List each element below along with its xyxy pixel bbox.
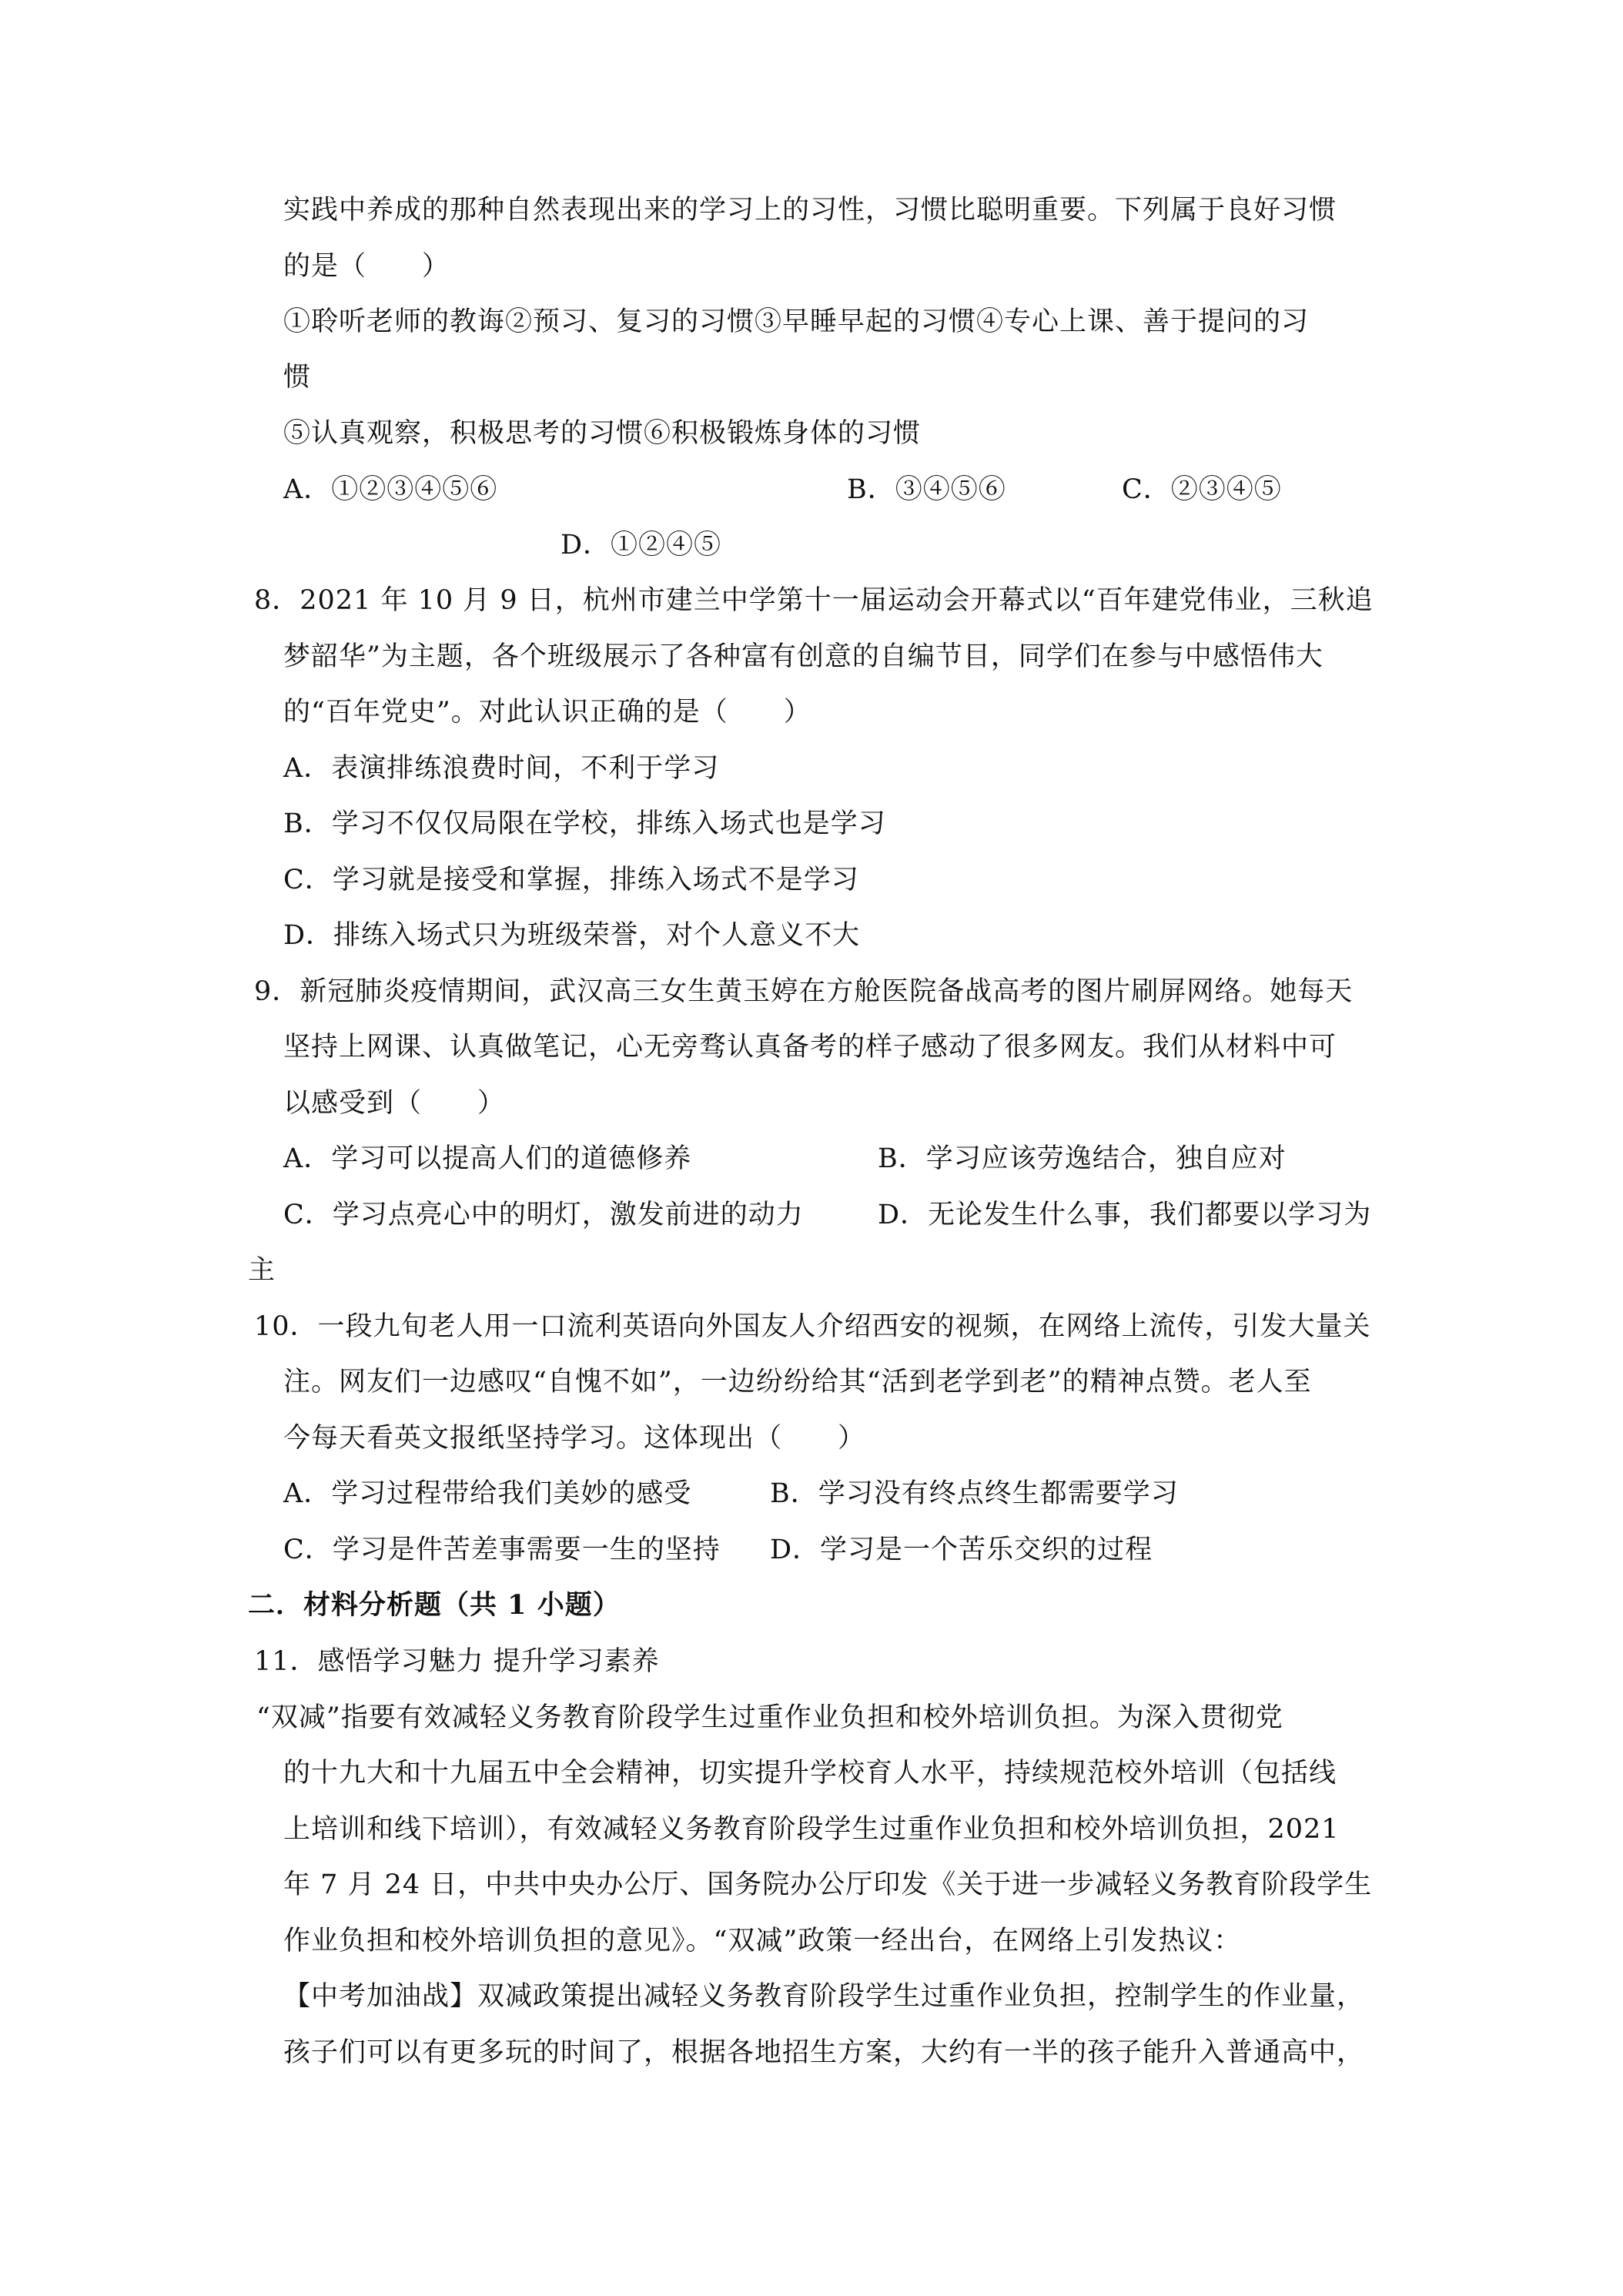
q10-stem-line2: 注。网友们一边感叹“自愧不如”，一边纷纷给其“活到老学到老”的精神点赞。老人至 <box>283 1367 1312 1397</box>
q10-option-b: B．学习没有终点终生都需要学习 <box>770 1478 1179 1509</box>
q7-items-line1: ①聆听老师的教诲②预习、复习的习惯③早睡早起的习惯④专心上课、善于提问的习 <box>283 306 1310 337</box>
q10-option-d: D．学习是一个苦乐交织的过程 <box>770 1535 1153 1565</box>
q7-stem-line1: 实践中养成的那种自然表现出来的学习上的习性，习惯比聪明重要。下列属于良好习惯 <box>283 195 1337 226</box>
q8-stem-line1: 8．2021 年 10 月 9 日，杭州市建兰中学第十一届运动会开幕式以“百年建党伟业，三秋追 <box>254 585 1374 616</box>
q10-option-c: C．学习是件苦差事需要一生的坚持 <box>283 1535 721 1565</box>
q9-stem-line2: 坚持上网课、认真做笔记，心无旁骛认真备考的样子感动了很多网友。我们从材料中可 <box>283 1032 1337 1063</box>
q9-option-c: C．学习点亮心中的明灯，激发前进的动力 <box>283 1200 804 1230</box>
q9-stem-line3: 以感受到（ ） <box>283 1088 506 1119</box>
q11-paragraph2-line2: 孩子们可以有更多玩的时间了，根据各地招生方案，大约有一半的孩子能升入普通高中， <box>283 2037 1365 2068</box>
q9-option-d-wrap: 主 <box>248 1255 276 1286</box>
q8-stem-line3: 的“百年党史”。对此认识正确的是（ ） <box>283 697 812 728</box>
q7-option-b: B．③④⑤⑥ <box>847 474 1006 505</box>
q11-paragraph1-line2: 的十九大和十九届五中全会精神，切实提升学校育人水平，持续规范校外培训（包括线 <box>283 1758 1337 1789</box>
q9-stem-line1: 9．新冠肺炎疫情期间，武汉高三女生黄玉婷在方舱医院备战高考的图片刷屏网络。她每天 <box>254 976 1354 1007</box>
q7-option-c: C．②③④⑤ <box>1122 474 1282 505</box>
q8-option-d: D．排练入场式只为班级荣誉，对个人意义不大 <box>283 920 861 951</box>
q9-option-d: D．无论发生什么事，我们都要以学习为 <box>878 1200 1372 1230</box>
q11-paragraph2-line1: 【中考加油战】双减政策提出减轻义务教育阶段学生过重作业负担，控制学生的作业量， <box>283 1981 1365 2012</box>
q9-option-a: A．学习可以提高人们的道德修养 <box>283 1143 692 1174</box>
q8-option-a: A．表演排练浪费时间，不利于学习 <box>283 753 720 784</box>
q8-stem-line2: 梦韶华”为主题，各个班级展示了各种富有创意的自编节目，同学们在参与中感悟伟大 <box>283 641 1323 672</box>
q11-paragraph1-line5: 作业负担和校外培训负担的意见》。“双减”政策一经出台，在网络上引发热议： <box>283 1926 1242 1956</box>
section-heading: 二．材料分析题（共 1 小题） <box>248 1589 621 1621</box>
q11-paragraph1-line4: 年 7 月 24 日，中共中央办公厅、国务院办公厅印发《关于进一步减轻义务教育阶段学生 <box>283 1869 1373 1900</box>
q11-paragraph1-line1: “双减”指要有效减轻义务教育阶段学生过重作业负担和校外培训负担。为深入贯彻党 <box>256 1702 1283 1733</box>
q7-items-line3: ⑤认真观察，积极思考的习惯⑥积极锻炼身体的习惯 <box>283 418 922 449</box>
q9-option-b: B．学习应该劳逸结合，独自应对 <box>878 1143 1287 1174</box>
q7-items-line2: 惯 <box>283 362 312 393</box>
q10-option-a: A．学习过程带给我们美妙的感受 <box>283 1478 692 1509</box>
q10-stem-line3: 今每天看英文报纸坚持学习。这体现出（ ） <box>283 1423 866 1454</box>
q11-paragraph1-line3: 上培训和线下培训），有效减轻义务教育阶段学生过重作业负担和校外培训负担，2021 <box>283 1814 1340 1845</box>
q8-option-b: B．学习不仅仅局限在学校，排练入场式也是学习 <box>283 808 886 839</box>
q7-option-d: D．①②④⑤ <box>561 530 722 561</box>
q11-title: 11．感悟学习魅力 提升学习素养 <box>254 1646 660 1677</box>
q8-option-c: C．学习就是接受和掌握，排练入场式不是学习 <box>283 865 859 895</box>
q7-option-a: A．①②③④⑤⑥ <box>283 474 498 505</box>
q7-stem-line2: 的是（ ） <box>283 251 450 282</box>
q10-stem-line1: 10．一段九旬老人用一口流利英语向外国友人介绍西安的视频，在网络上流传，引发大量关 <box>254 1311 1371 1342</box>
